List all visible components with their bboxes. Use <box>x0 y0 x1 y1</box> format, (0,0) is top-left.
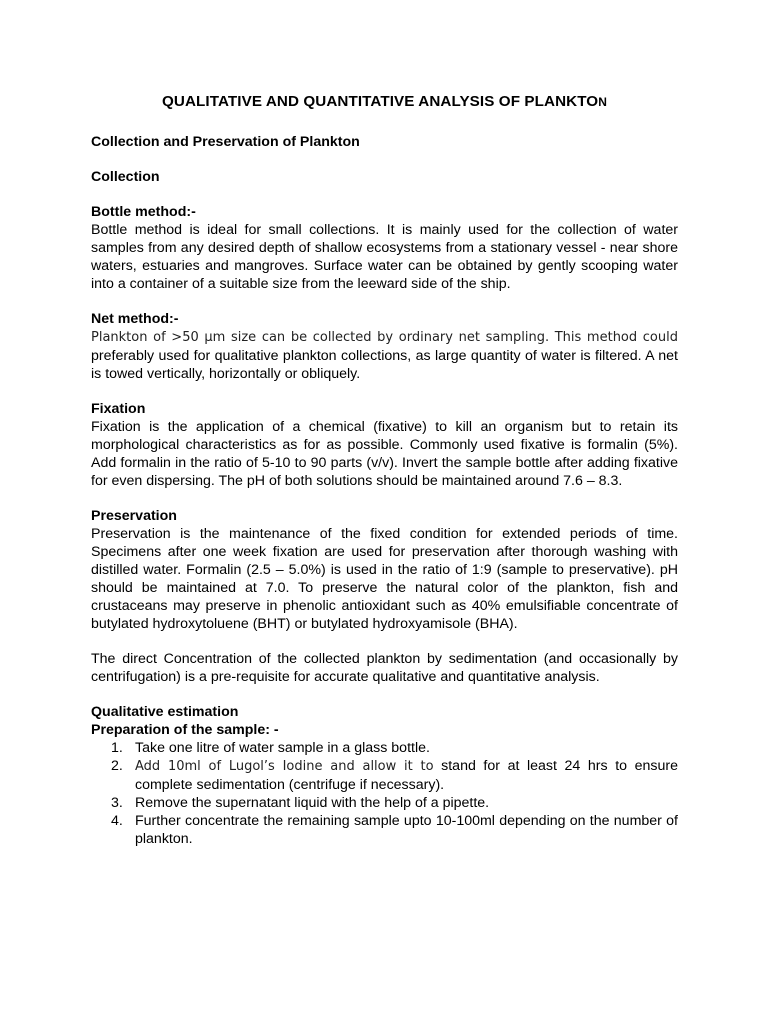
step-number: 1. <box>111 740 123 756</box>
fixation-heading: Fixation <box>91 401 146 417</box>
step-text-alt: Add 10ml of Lugol’s Iodine and allow it to <box>135 759 434 774</box>
title-last-letter: N <box>598 95 608 109</box>
step-number: 3. <box>111 795 123 811</box>
step-number: 2. <box>111 758 123 774</box>
bottle-method-heading: Bottle method:- <box>91 204 196 220</box>
sample-preparation-heading: Preparation of the sample: - <box>91 722 279 738</box>
list-item <box>111 812 678 848</box>
net-method-text-alt: Plankton of >50 µm size can be collected by ordinary net sampling. This method could <box>91 330 678 345</box>
qualitative-heading: Qualitative estimation <box>91 704 239 720</box>
title-text: QUALITATIVE AND QUANTITATIVE ANALYSIS OF PLANKTO <box>161 93 599 110</box>
fixation-text: Fixation is the application of a chemical (fixative) to kill an organism but to retain its morphological characteristics as for as possible. Commonly used fixative is formalin (5%). Add formalin in the ratio of 5-10 to 90 parts (v/v). Invert the sample bottle after adding fixative for even dispersing. The pH of both solutions should be maintained around 7.6 – 8.3. <box>91 419 678 489</box>
list-item <box>111 794 678 812</box>
section-heading: Collection and Preservation of Plankton <box>91 134 360 150</box>
list-item <box>111 757 678 794</box>
net-method-heading: Net method:- <box>91 311 179 327</box>
preservation-heading: Preservation <box>91 508 177 524</box>
preservation-text: Preservation is the maintenance of the fixed condition for extended periods of time. Specimens after one week fixation are used for preservation after thorough washing with distilled water. Formalin (2.5 – 5.0%) is used in the ratio of 1:9 (sample to preservative). pH should be maintained at 7.0. To preserve the natural color of the plankton, fish and crustaceans may preserve in phenolic antioxidant such as 40% emulsifiable concentrate of butylated hydroxytoluene (BHT) or butylated hydroxyamisole (BHA). <box>91 526 678 632</box>
step-text: Further concentrate the remaining sample upto 10-100ml depending on the number of plankton. <box>135 813 678 847</box>
step-text: stand for at least 24 hrs to ensure complete sedimentation (centrifuge if necessary). <box>135 758 678 793</box>
collection-heading: Collection <box>91 169 160 185</box>
concentration-text: The direct Concentration of the collected plankton by sedimentation (and occasionally by centrifugation) is a pre-requisite for accurate qualitative and quantitative analysis. <box>91 651 678 685</box>
net-method-paragraph <box>91 328 678 383</box>
step-text: Take one litre of water sample in a glass bottle. <box>135 740 430 756</box>
list-item <box>111 739 678 757</box>
step-text: Remove the supernatant liquid with the help of a pipette. <box>135 795 490 811</box>
document-page <box>91 93 678 848</box>
step-number: 4. <box>111 813 123 829</box>
bottle-method-text: Bottle method is ideal for small collections. It is mainly used for the collection of water samples from any desired depth of shallow ecosystems from a stationary vessel - near shore waters, estuaries and mangroves. Surface water can be obtained by gently scooping water into a container of a suitable size from the leeward side of the ship. <box>91 222 678 292</box>
net-method-text: preferably used for qualitative plankton collections, as large quantity of water is filtered. A net is towed vertically, horizontally or obliquely. <box>91 348 678 382</box>
preparation-steps-list <box>91 739 678 848</box>
document-title <box>91 93 678 111</box>
